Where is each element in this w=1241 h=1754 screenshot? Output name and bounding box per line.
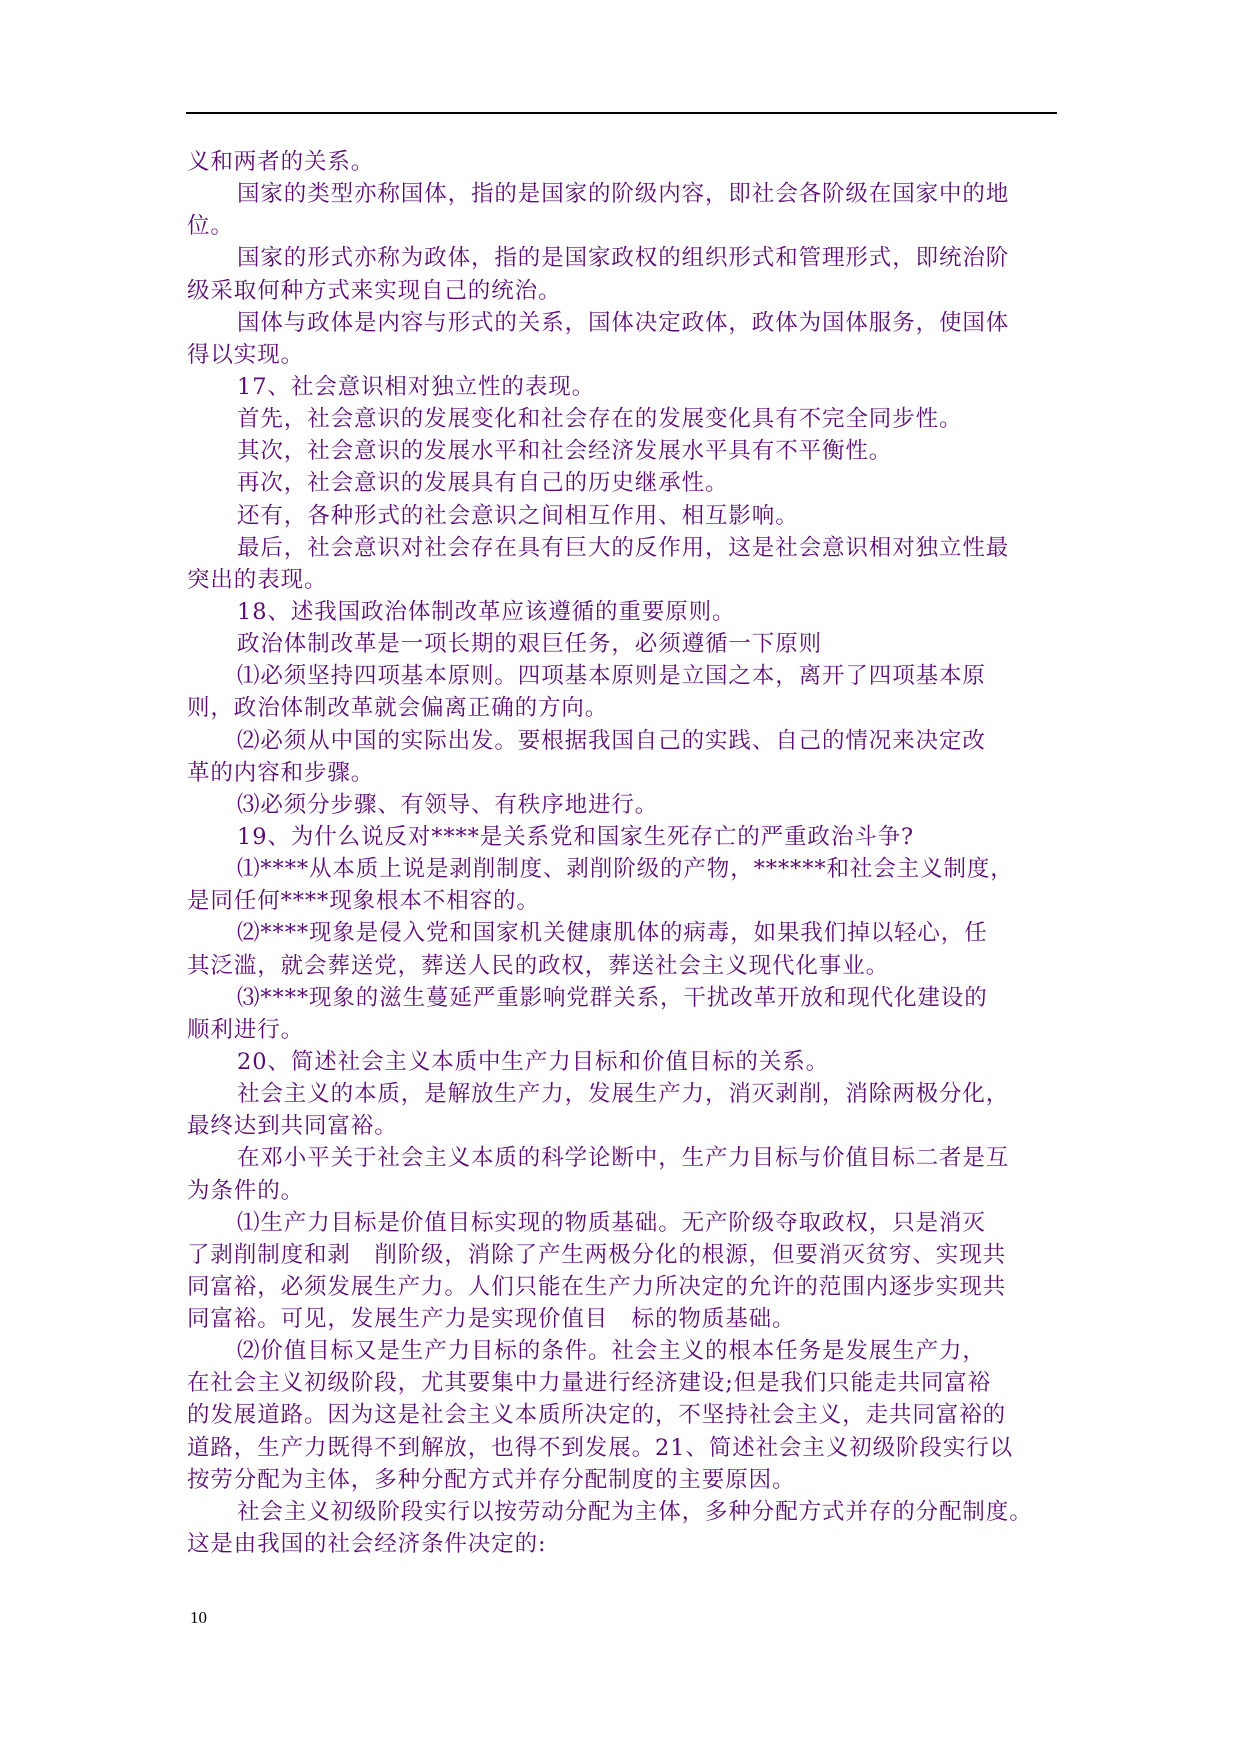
text-line: 国家的形式亦称为政体，指的是国家政权的组织形式和管理形式，即统治阶 bbox=[237, 245, 1010, 272]
text-line: 国家的类型亦称国体，指的是国家的阶级内容，即社会各阶级在国家中的地 bbox=[237, 181, 1010, 208]
text-line: 位。 bbox=[187, 213, 234, 240]
text-line: ⑶必须分步骤、有领导、有秩序地进行。 bbox=[237, 791, 659, 818]
text-line: 则，政治体制改革就会偏离正确的方向。 bbox=[187, 695, 609, 722]
text-line: 了剥削制度和剥 削阶级，消除了产生两极分化的根源，但要消灭贫穷、实现共 bbox=[187, 1241, 1007, 1268]
text-line: 最后，社会意识对社会存在具有巨大的反作用，这是社会意识相对独立性最 bbox=[237, 534, 1010, 561]
text-line: ⑴生产力目标是价值目标实现的物质基础。无产阶级夺取政权，只是消灭 bbox=[237, 1209, 986, 1236]
text-line: ⑵****现象是侵入党和国家机关健康肌体的病毒，如果我们掉以轻心，任 bbox=[237, 920, 988, 947]
text-line: 在社会主义初级阶段，尤其要集中力量进行经济建设;但是我们只能走共同富裕 bbox=[187, 1370, 992, 1397]
text-line: ⑶****现象的滋生蔓延严重影响党群关系，干扰改革开放和现代化建设的 bbox=[237, 984, 988, 1011]
text-line: 按劳分配为主体，多种分配方式并存分配制度的主要原因。 bbox=[187, 1466, 796, 1493]
text-line: 还有，各种形式的社会意识之间相互作用、相互影响。 bbox=[237, 502, 799, 529]
text-line: 政治体制改革是一项长期的艰巨任务，必须遵循一下原则 bbox=[237, 631, 823, 658]
text-line: 首先，社会意识的发展变化和社会存在的发展变化具有不完全同步性。 bbox=[237, 406, 963, 433]
text-line: 在邓小平关于社会主义本质的科学论断中，生产力目标与价值目标二者是互 bbox=[237, 1145, 1010, 1172]
text-line: ⑵价值目标又是生产力目标的条件。社会主义的根本任务是发展生产力， bbox=[237, 1338, 986, 1365]
text-line: 19、为什么说反对****是关系党和国家生死存亡的严重政治斗争? bbox=[237, 823, 914, 850]
text-line: 20、简述社会主义本质中生产力目标和价值目标的关系。 bbox=[237, 1048, 830, 1075]
text-line: 再次，社会意识的发展具有自己的历史继承性。 bbox=[237, 470, 729, 497]
text-line: 道路，生产力既得不到解放，也得不到发展。21、简述社会主义初级阶段实行以 bbox=[187, 1434, 1014, 1461]
text-line: 顺利进行。 bbox=[187, 1016, 305, 1043]
text-line: 17、社会意识相对独立性的表现。 bbox=[237, 373, 596, 400]
text-line: ⑴必须坚持四项基本原则。四项基本原则是立国之本，离开了四项基本原 bbox=[237, 663, 986, 690]
text-line: 同富裕，必须发展生产力。人们只能在生产力所决定的允许的范围内逐步实现共 bbox=[187, 1273, 1007, 1300]
header-rule bbox=[186, 112, 1057, 114]
text-line: 社会主义初级阶段实行以按劳动分配为主体，多种分配方式并存的分配制度。 bbox=[237, 1498, 1033, 1525]
text-line: 义和两者的关系。 bbox=[187, 149, 375, 175]
text-line: 国体与政体是内容与形式的关系，国体决定政体，政体为国体服务，使国体 bbox=[237, 309, 1010, 336]
text-line: 最终达到共同富裕。 bbox=[187, 1113, 398, 1140]
text-line: 同富裕。可见，发展生产力是实现价值目 标的物质基础。 bbox=[187, 1306, 796, 1333]
text-line: 级采取何种方式来实现自己的统治。 bbox=[187, 277, 562, 304]
text-line: ⑵必须从中国的实际出发。要根据我国自己的实践、自己的情况来决定改 bbox=[237, 727, 986, 754]
text-line: 革的内容和步骤。 bbox=[187, 759, 375, 786]
page-number: 10 bbox=[190, 1608, 207, 1627]
text-line: 得以实现。 bbox=[187, 341, 305, 368]
text-line: 突出的表现。 bbox=[187, 566, 328, 593]
text-line: 是同任何****现象根本不相容的。 bbox=[187, 888, 540, 915]
text-line: 其次，社会意识的发展水平和社会经济发展水平具有不平衡性。 bbox=[237, 438, 893, 465]
body-text bbox=[187, 146, 1067, 1560]
text-line: 这是由我国的社会经济条件决定的: bbox=[187, 1531, 547, 1558]
text-line: 18、述我国政治体制改革应该遵循的重要原则。 bbox=[237, 598, 736, 625]
text-line: 的发展道路。因为这是社会主义本质所决定的，不坚持社会主义，走共同富裕的 bbox=[187, 1402, 1007, 1429]
text-line: 社会主义的本质，是解放生产力，发展生产力，消灭剥削，消除两极分化， bbox=[237, 1081, 1010, 1108]
text-line: 为条件的。 bbox=[187, 1177, 305, 1204]
text-line: 其泛滥，就会葬送党，葬送人民的政权，葬送社会主义现代化事业。 bbox=[187, 952, 890, 979]
text-line: ⑴****从本质上说是剥削制度、剥削阶级的产物，******和社会主义制度， bbox=[237, 856, 1014, 883]
